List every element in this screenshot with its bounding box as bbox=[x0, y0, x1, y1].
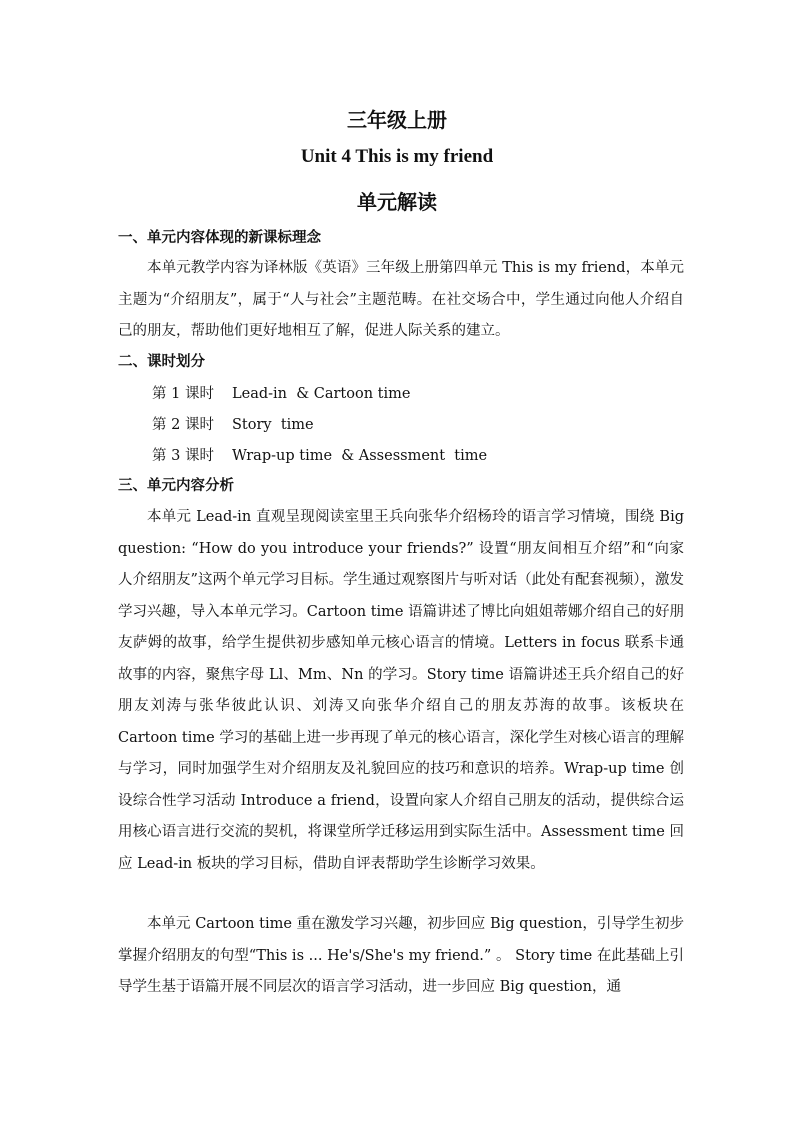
section2-heading: 二、课时划分 bbox=[118, 353, 205, 370]
section1-heading: 一、单元内容体现的新课标理念 bbox=[118, 229, 321, 246]
document-title: 单元解读 bbox=[357, 190, 437, 214]
lesson-item bbox=[152, 384, 410, 404]
lesson-name: Wrap-up time & Assessment time bbox=[232, 448, 488, 464]
grade-title: 三年级上册 bbox=[347, 108, 447, 132]
lesson-number: 第 1 课时 bbox=[152, 386, 214, 402]
section3-paragraph-2: 本单元 Cartoon time 重在激发学习兴趣，初步回应 Big question，引导学生初步掌握介绍朋友的句型“This is ... He's/She's my friend.” 。 Story time 在此基础上引导学生基于语篇开展不同层次的语言学习活动，进一步回应 Big question，通 bbox=[118, 916, 684, 995]
lesson-item bbox=[152, 415, 314, 435]
section3-heading: 三、单元内容分析 bbox=[118, 477, 234, 494]
lesson-name: Story time bbox=[232, 417, 314, 433]
lesson-name: Lead-in & Cartoon time bbox=[232, 386, 411, 402]
lesson-item bbox=[152, 446, 487, 466]
section3-paragraph-1: 本单元 Lead-in 直观呈现阅读室里王兵向张华介绍杨玲的语言学习情境，围绕 Big question: “How do you introduce your friends?” 设置“朋友间相互介绍”和“向家人介绍朋友”这两个单元学习目标。学生通过观察图片与听对话（此处有配套视频），激发学习兴趣，导入本单元学习。Cartoon time 语篇讲述了博比向姐姐蒂娜介绍自己的好朋友萨姆的故事，给学生提供初步感知单元核心语言的情境。Letters in focus 联系卡通故事的内容，聚焦字母 Ll、Mm、Nn 的学习。Story time 语篇讲述王兵介绍自己的好朋友刘涛与张华彼此认识、刘涛又向张华介绍自己的朋友苏海的故事。该板块在 Cartoon time 学习的基础上进一步再现了单元的核心语言，深化学生对核心语言的理解与学习，同时加强学生对介绍朋友及礼貌回应的技巧和意识的培养。Wrap-up time 创设综合性学习活动 Introduce a friend，设置向家人介绍自己朋友的活动，提供综合运用核心语言进行交流的契机，将课堂所学迁移运用到实际生活中。Assessment time 回应 Lead-in 板块的学习目标，借助自评表帮助学生诊断学习效果。 bbox=[118, 509, 684, 872]
section1-paragraph: 本单元教学内容为译林版《英语》三年级上册第四单元 This is my friend，本单元主题为“介绍朋友”，属于“人与社会”主题范畴。在社交场合中，学生通过向他人介绍自己的朋友，帮助他们更好地相互了解，促进人际关系的建立。 bbox=[118, 260, 684, 339]
lesson-number: 第 3 课时 bbox=[152, 448, 214, 464]
unit-title: Unit 4 This is my friend bbox=[300, 146, 494, 167]
lesson-number: 第 2 课时 bbox=[152, 417, 214, 433]
